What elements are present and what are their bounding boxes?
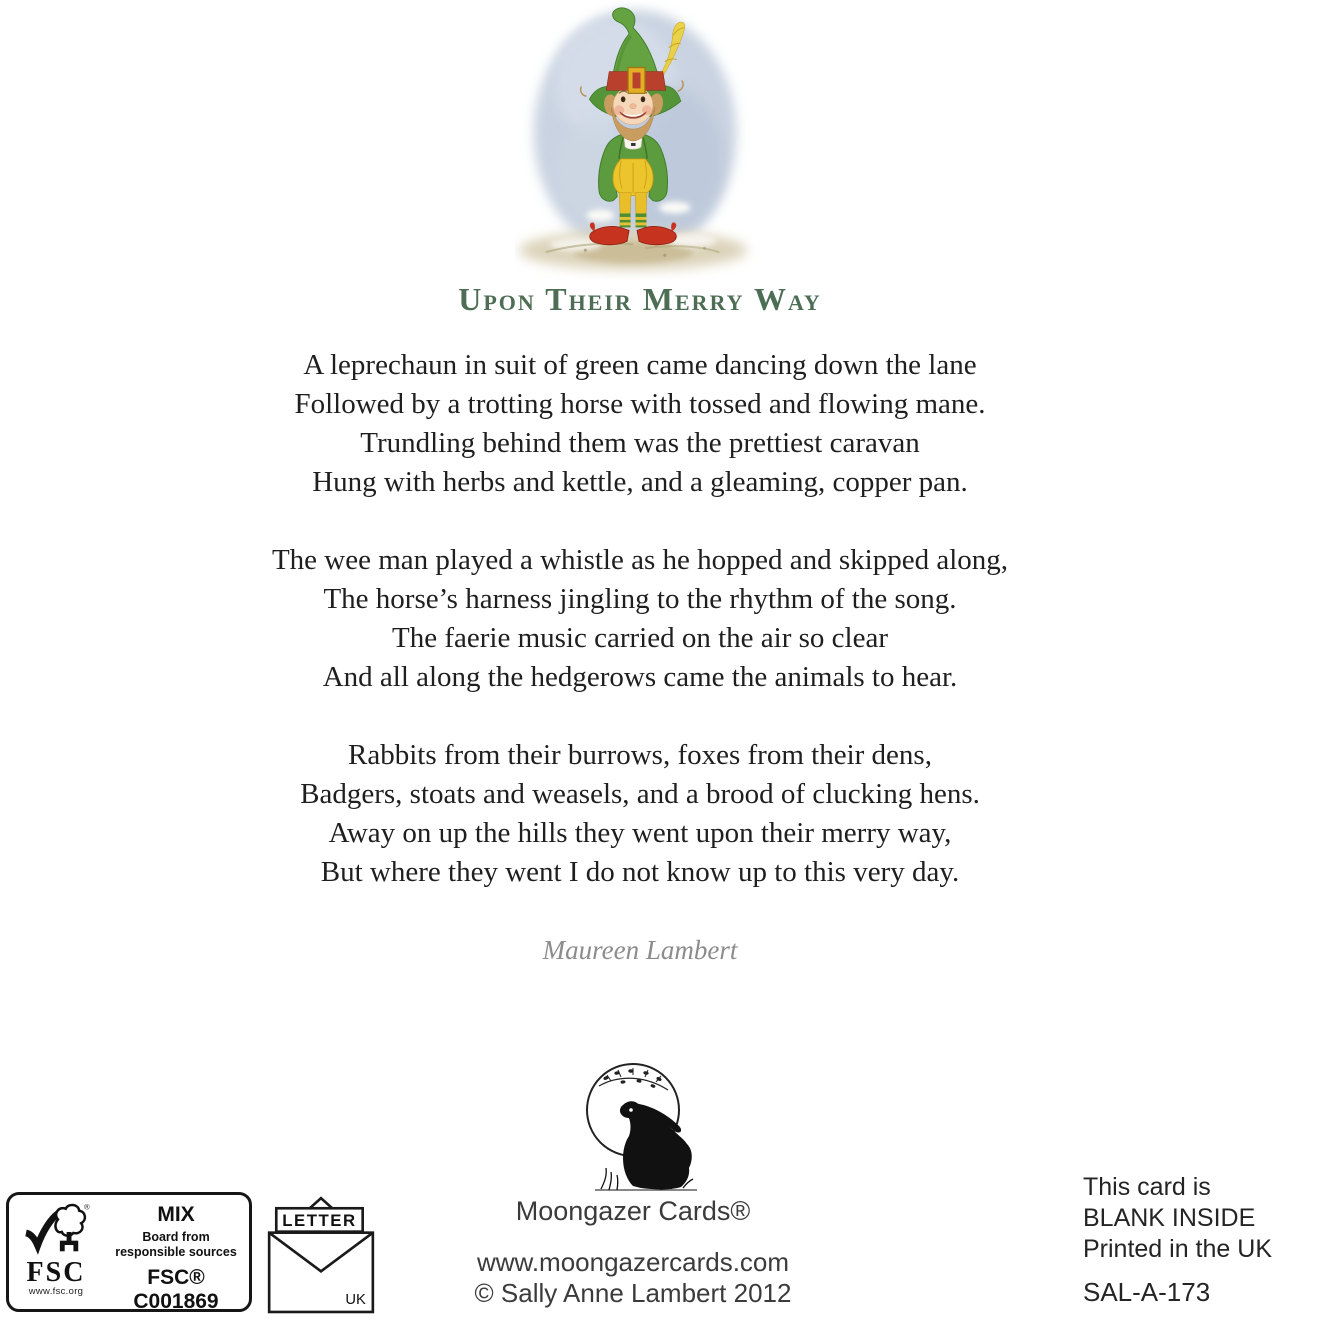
poem-author: Maureen Lambert bbox=[542, 935, 738, 965]
fsc-board-line1: Board from bbox=[142, 1230, 210, 1244]
brand-website: www.moongazercards.com bbox=[476, 1247, 790, 1277]
poem-stanza-2 bbox=[0, 541, 1280, 697]
fsc-reg-mark: ® bbox=[84, 1202, 90, 1212]
poem-line: Badgers, stoats and weasels, and a brood of clucking hens. bbox=[300, 778, 980, 810]
envelope-uk-text: UK bbox=[345, 1291, 366, 1308]
fsc-license-code: FSC® C001869 bbox=[133, 1266, 219, 1313]
fsc-mix-label: MIX bbox=[157, 1203, 195, 1226]
moongazer-logo bbox=[571, 1048, 711, 1198]
fsc-text-column bbox=[103, 1195, 249, 1313]
poem bbox=[0, 346, 1280, 970]
poem-line: Trundling behind them was the prettiest caravan bbox=[360, 427, 920, 459]
fsc-acronym: FSC bbox=[26, 1257, 86, 1288]
poem-stanza-1 bbox=[0, 346, 1280, 502]
leprechaun-illustration bbox=[515, 2, 765, 280]
poem-line: Followed by a trotting horse with tossed and flowing mane. bbox=[294, 388, 986, 420]
poem-line: A leprechaun in suit of green came dancing down the lane bbox=[303, 349, 977, 381]
moongazer-hare-icon bbox=[571, 1048, 711, 1198]
poem-title: Upon Their Merry Way bbox=[458, 281, 822, 317]
poem-line: And all along the hedgerows came the animals to hear. bbox=[322, 661, 958, 693]
poem-stanza-3 bbox=[0, 736, 1280, 892]
info-line-1: This card is bbox=[1083, 1173, 1211, 1201]
poem-line: But where they went I do not know up to this very day. bbox=[320, 856, 960, 888]
brand-copyright: © Sally Anne Lambert 2012 bbox=[474, 1278, 792, 1308]
fsc-board-text bbox=[103, 1230, 249, 1259]
poem-line: The horse’s harness jingling to the rhythm of the song. bbox=[323, 583, 957, 615]
info-line-3: Printed in the UK bbox=[1083, 1235, 1272, 1263]
poem-line: Rabbits from their burrows, foxes from their dens, bbox=[348, 739, 932, 771]
poem-line: The wee man played a whistle as he hopped and skipped along, bbox=[271, 544, 1009, 576]
envelope-letter-icon bbox=[266, 1192, 376, 1314]
fsc-logo-column bbox=[9, 1195, 103, 1309]
fsc-tree-icon bbox=[22, 1202, 90, 1260]
fsc-board-line2: responsible sources bbox=[115, 1244, 237, 1259]
poem-line: Hung with herbs and kettle, and a gleaming, copper pan. bbox=[312, 466, 968, 498]
product-code: SAL-A-173 bbox=[1083, 1277, 1211, 1307]
envelope-letter-text: LETTER bbox=[282, 1211, 357, 1231]
card-info bbox=[1083, 1172, 1272, 1308]
fsc-label bbox=[6, 1192, 252, 1312]
info-line-2: BLANK INSIDE bbox=[1083, 1204, 1256, 1232]
poem-line: Away on up the hills they went upon their merry way, bbox=[328, 817, 952, 849]
poem-line: The faerie music carried on the air so clear bbox=[392, 622, 888, 654]
fsc-url: www.fsc.org bbox=[28, 1286, 84, 1297]
brand-name: Moongazer Cards® bbox=[515, 1196, 751, 1226]
letter-size-label bbox=[266, 1192, 376, 1314]
leprechaun-illustration-art bbox=[515, 2, 765, 280]
